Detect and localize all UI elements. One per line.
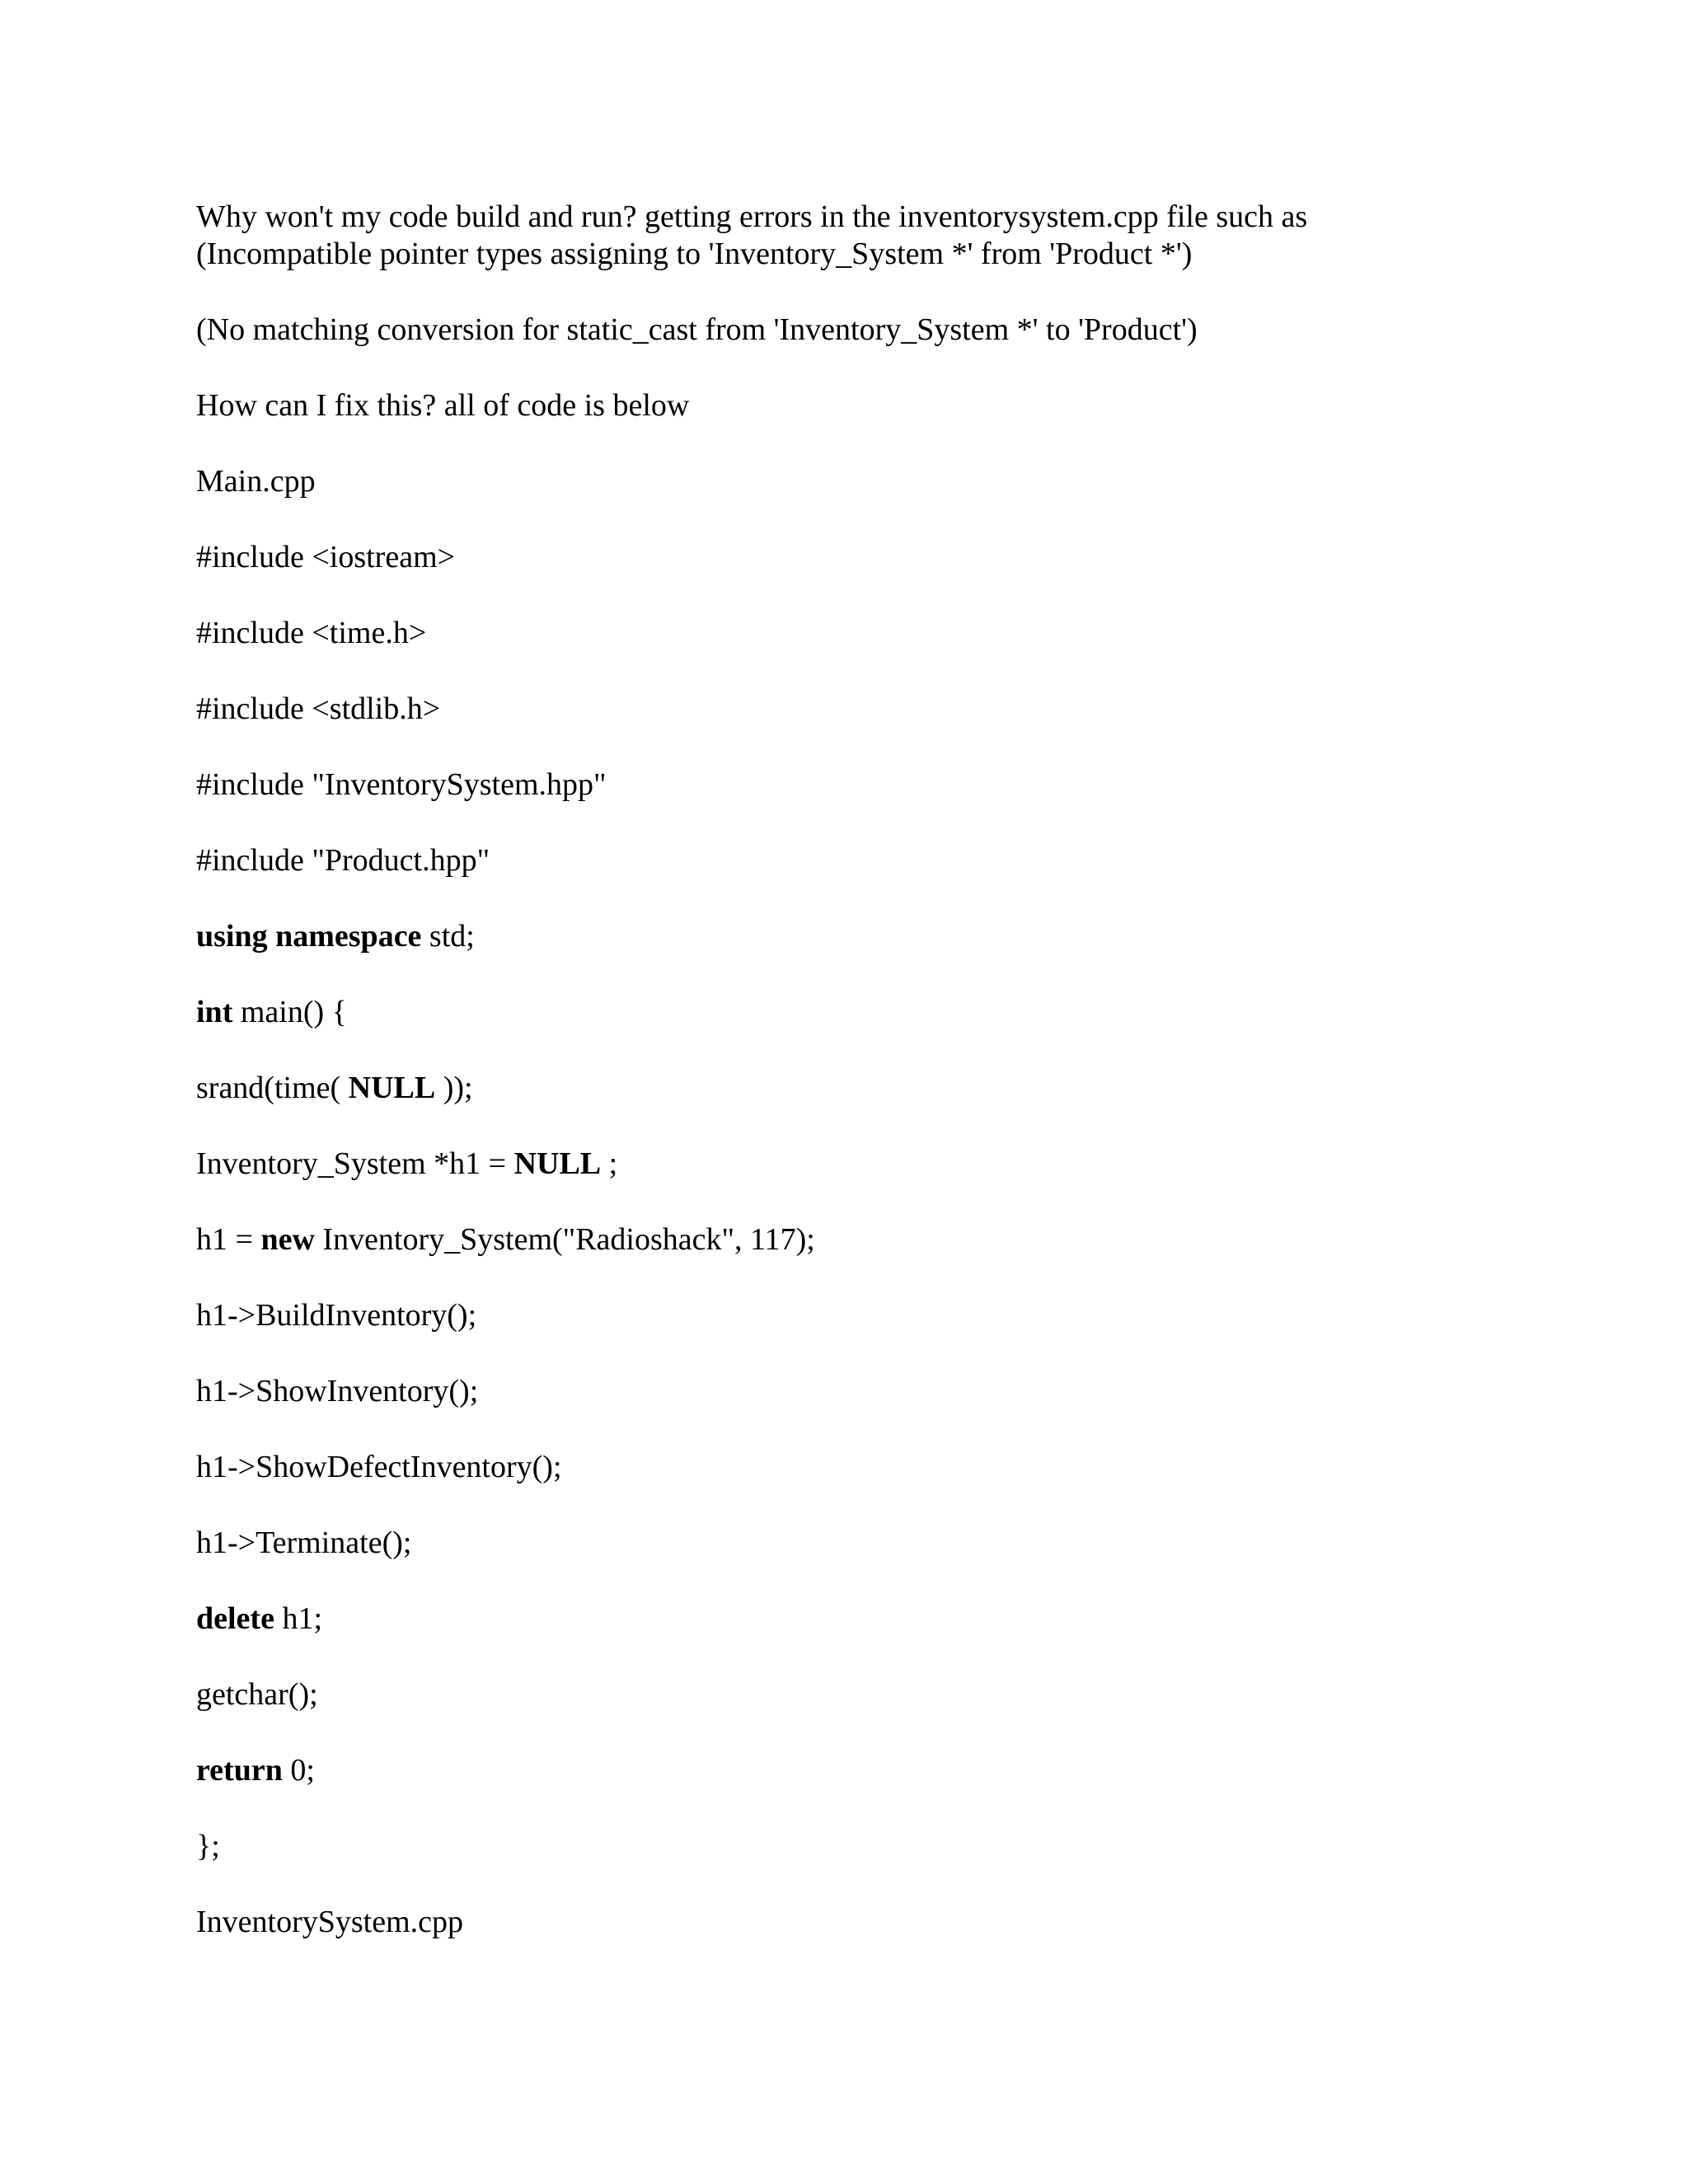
code-show-defect-inventory: h1->ShowDefectInventory(); — [196, 1450, 562, 1484]
code-text: main() { — [232, 995, 347, 1029]
intro-text-line-2: (Incompatible pointer types assigning to 'Inventory_System *' from 'Product *') — [196, 237, 1193, 271]
question-text: How can I fix this? all of code is below — [196, 388, 690, 423]
keyword-delete: delete — [196, 1601, 274, 1636]
code-build-inventory: h1->BuildInventory(); — [196, 1298, 477, 1333]
code-declaration — [196, 1145, 617, 1183]
code-text: h1 = — [196, 1222, 261, 1257]
code-closing-brace: }; — [196, 1829, 220, 1863]
code-show-inventory: h1->ShowInventory(); — [196, 1374, 479, 1408]
code-terminate: h1->Terminate(); — [196, 1526, 412, 1560]
code-delete — [196, 1600, 322, 1638]
code-getchar: getchar(); — [196, 1677, 318, 1712]
keyword-return: return — [196, 1753, 283, 1788]
code-include-time: #include <time.h> — [196, 616, 427, 650]
code-text: srand(time( — [196, 1071, 349, 1105]
code-text: 0; — [282, 1753, 315, 1788]
code-srand — [196, 1069, 473, 1107]
code-text: )); — [435, 1071, 473, 1105]
code-return — [196, 1751, 315, 1789]
error-message-2: (No matching conversion for static_cast from 'Inventory_System *' to 'Product') — [196, 312, 1198, 347]
code-include-stdlib: #include <stdlib.h> — [196, 691, 441, 726]
keyword-null: NULL — [348, 1071, 436, 1105]
code-include-product: #include "Product.hpp" — [196, 843, 490, 878]
file-heading-main: Main.cpp — [196, 464, 316, 499]
code-using-namespace — [196, 917, 475, 955]
code-text: h1; — [274, 1601, 323, 1636]
code-text: std; — [421, 919, 475, 954]
code-text: ; — [601, 1146, 618, 1181]
code-main-signature — [196, 993, 347, 1031]
keyword-new: new — [260, 1222, 315, 1257]
intro-text-line-1: Why won't my code build and run? getting errors in the inventorysystem.cpp file such as — [196, 199, 1308, 234]
keyword-null: NULL — [513, 1146, 602, 1181]
code-new-instance — [196, 1221, 815, 1258]
code-include-inventory: #include "InventorySystem.hpp" — [196, 767, 607, 802]
keyword-using-namespace: using namespace — [196, 919, 422, 954]
code-include-iostream: #include <iostream> — [196, 540, 456, 574]
code-text: Inventory_System *h1 = — [196, 1146, 514, 1181]
code-text: Inventory_System("Radioshack", 117); — [314, 1222, 815, 1257]
file-heading-inventory-system: InventorySystem.cpp — [196, 1905, 464, 1939]
keyword-int: int — [196, 995, 233, 1029]
